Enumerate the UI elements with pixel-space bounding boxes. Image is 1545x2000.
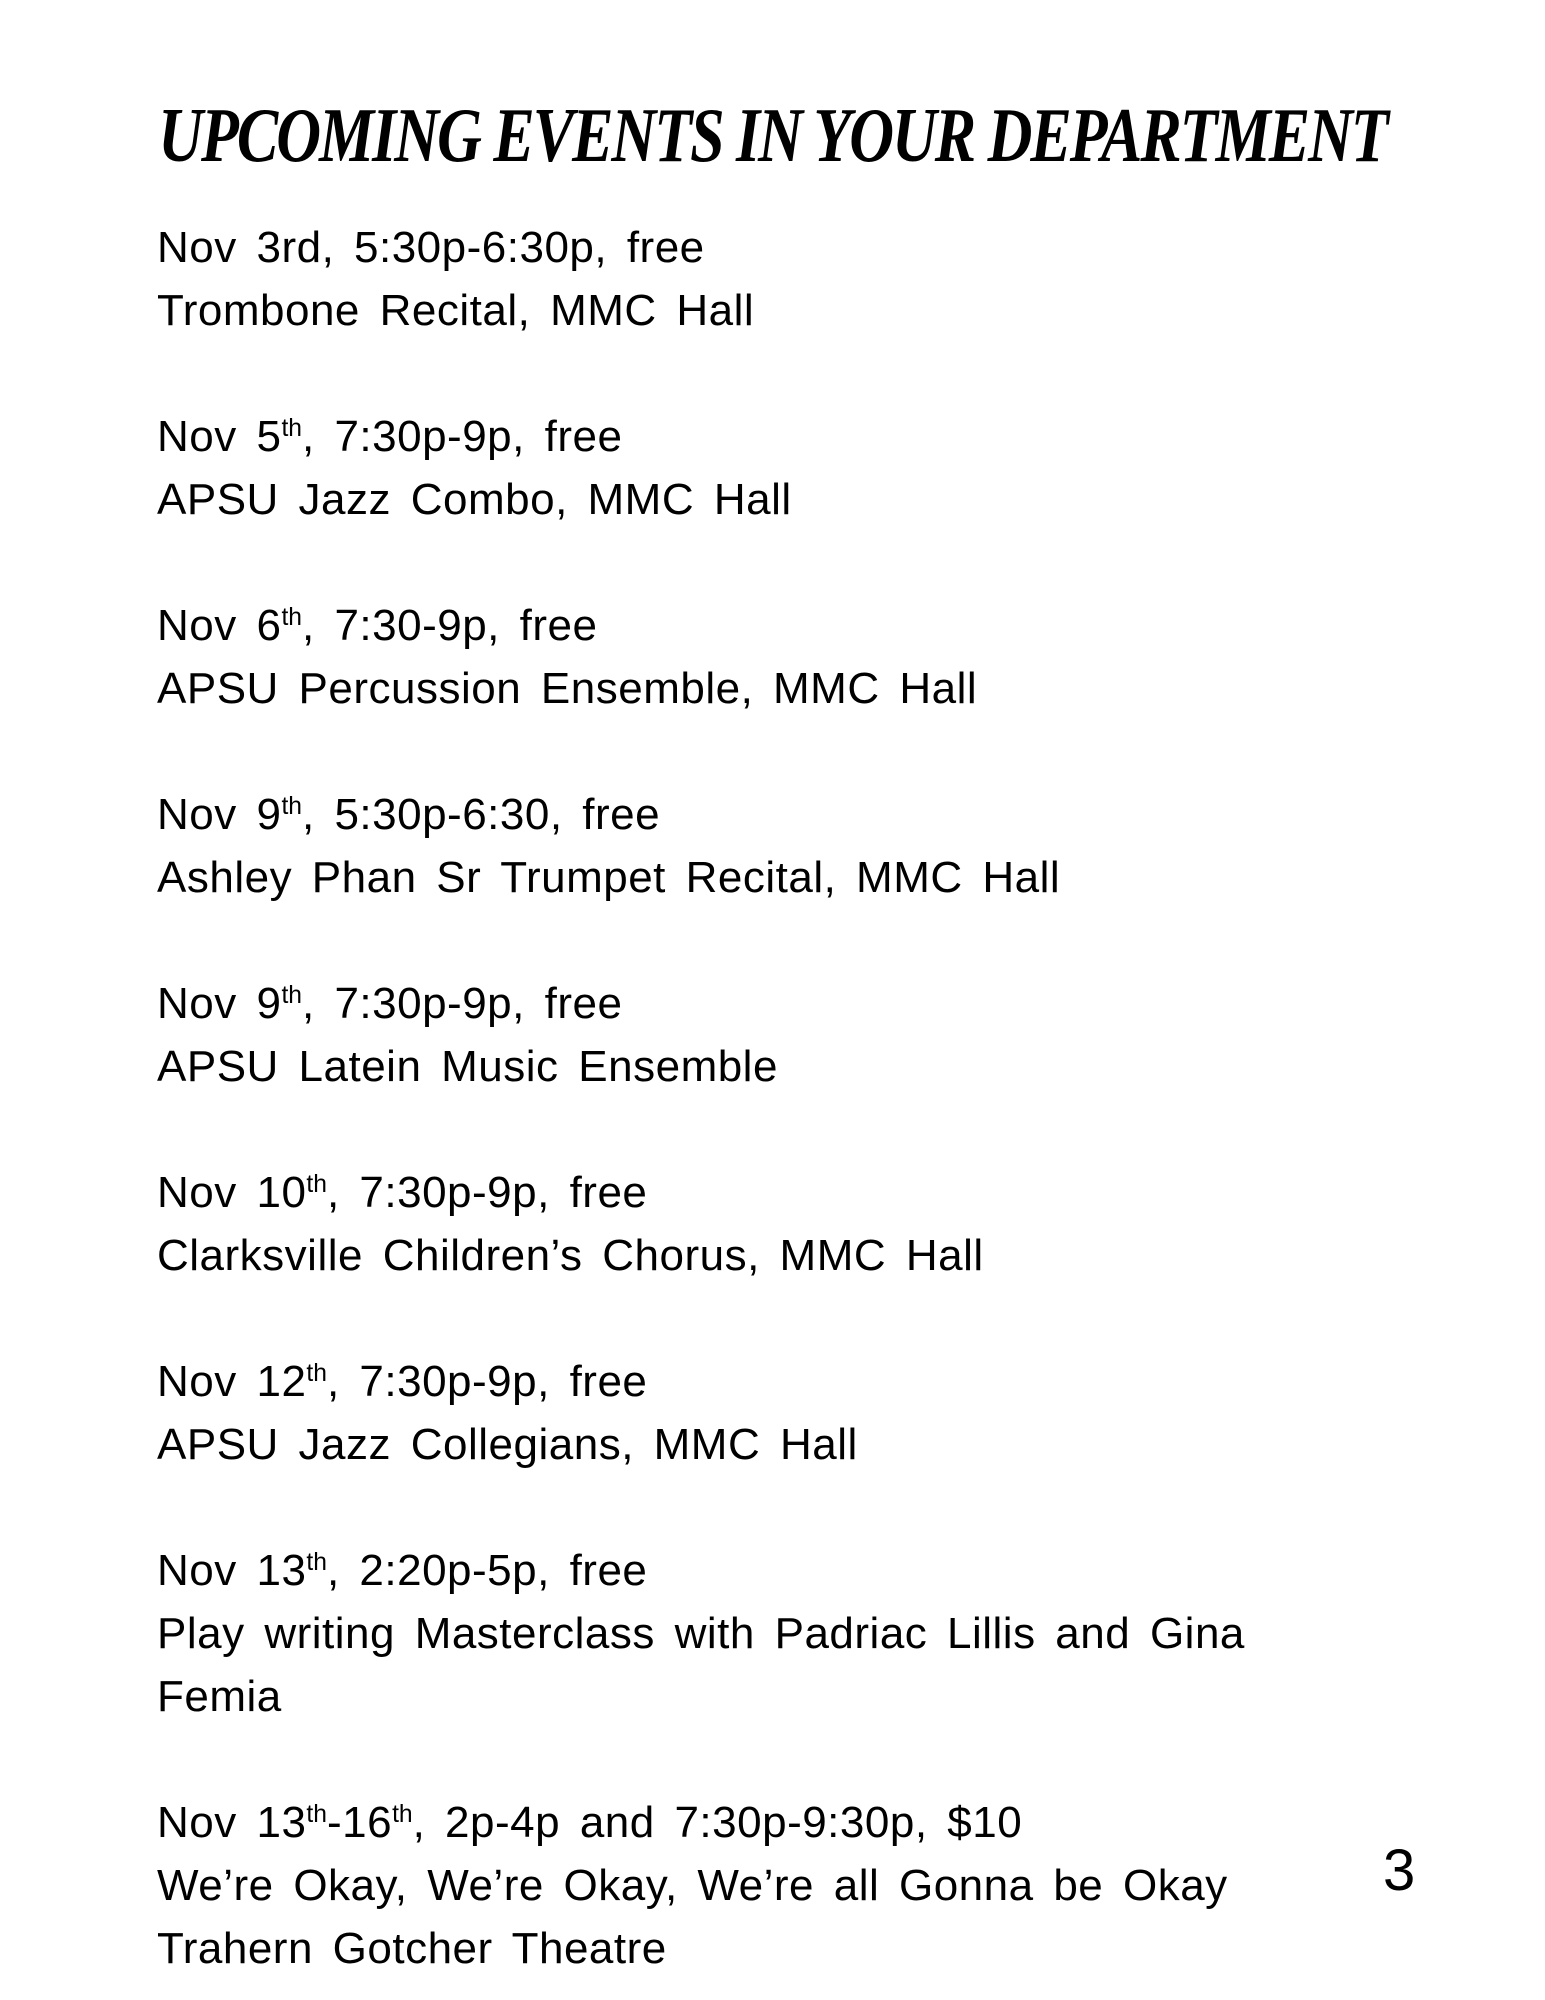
- ordinal-suffix: th: [281, 603, 302, 631]
- ordinal-suffix: th: [392, 1800, 413, 1828]
- event-line: Nov 13th-16th, 2p-4p and 7:30p-9:30p, $10: [157, 1798, 1023, 1847]
- event-line: Nov 12th, 7:30p-9p, free: [157, 1357, 648, 1406]
- event-item: [157, 783, 1457, 909]
- event-line: Nov 9th, 7:30p-9p, free: [157, 979, 623, 1028]
- event-line: Nov 3rd, 5:30p-6:30p, free: [157, 223, 705, 272]
- event-line: We’re Okay, We’re Okay, We’re all Gonna be Okay: [157, 1861, 1228, 1910]
- event-line: Ashley Phan Sr Trumpet Recital, MMC Hall: [157, 853, 1061, 902]
- events-list: [157, 216, 1457, 2000]
- event-line: Femia: [157, 1672, 282, 1721]
- event-item: [157, 1791, 1457, 1980]
- ordinal-suffix: th: [281, 981, 302, 1009]
- ordinal-suffix: th: [306, 1548, 327, 1576]
- event-line: APSU Jazz Combo, MMC Hall: [157, 475, 792, 524]
- event-item: [157, 1350, 1457, 1476]
- page-number: 3: [1383, 1838, 1416, 1903]
- ordinal-suffix: th: [306, 1359, 327, 1387]
- event-item: [157, 972, 1457, 1098]
- event-line: Nov 9th, 5:30p-6:30, free: [157, 790, 661, 839]
- event-item: [157, 1161, 1457, 1287]
- event-item: [157, 216, 1457, 342]
- event-line: Nov 5th, 7:30p-9p, free: [157, 412, 623, 461]
- event-line: APSU Jazz Collegians, MMC Hall: [157, 1420, 858, 1469]
- event-line: APSU Percussion Ensemble, MMC Hall: [157, 664, 978, 713]
- event-line: Trahern Gotcher Theatre: [157, 1924, 667, 1973]
- ordinal-suffix: th: [306, 1800, 327, 1828]
- event-line: Nov 13th, 2:20p-5p, free: [157, 1546, 648, 1595]
- event-line: APSU Latein Music Ensemble: [157, 1042, 778, 1091]
- event-line: Nov 6th, 7:30-9p, free: [157, 601, 598, 650]
- event-item: [157, 405, 1457, 531]
- ordinal-suffix: th: [306, 1170, 327, 1198]
- event-line: Trombone Recital, MMC Hall: [157, 286, 755, 335]
- ordinal-suffix: th: [281, 792, 302, 820]
- ordinal-suffix: th: [281, 414, 302, 442]
- page-title: UPCOMING EVENTS IN YOUR DEPARTMENT: [158, 93, 1387, 179]
- event-line: Clarksville Children’s Chorus, MMC Hall: [157, 1231, 984, 1280]
- event-item: [157, 594, 1457, 720]
- event-item: [157, 1539, 1457, 1728]
- event-line: Nov 10th, 7:30p-9p, free: [157, 1168, 648, 1217]
- event-line: Play writing Masterclass with Padriac Lillis and Gina: [157, 1609, 1245, 1658]
